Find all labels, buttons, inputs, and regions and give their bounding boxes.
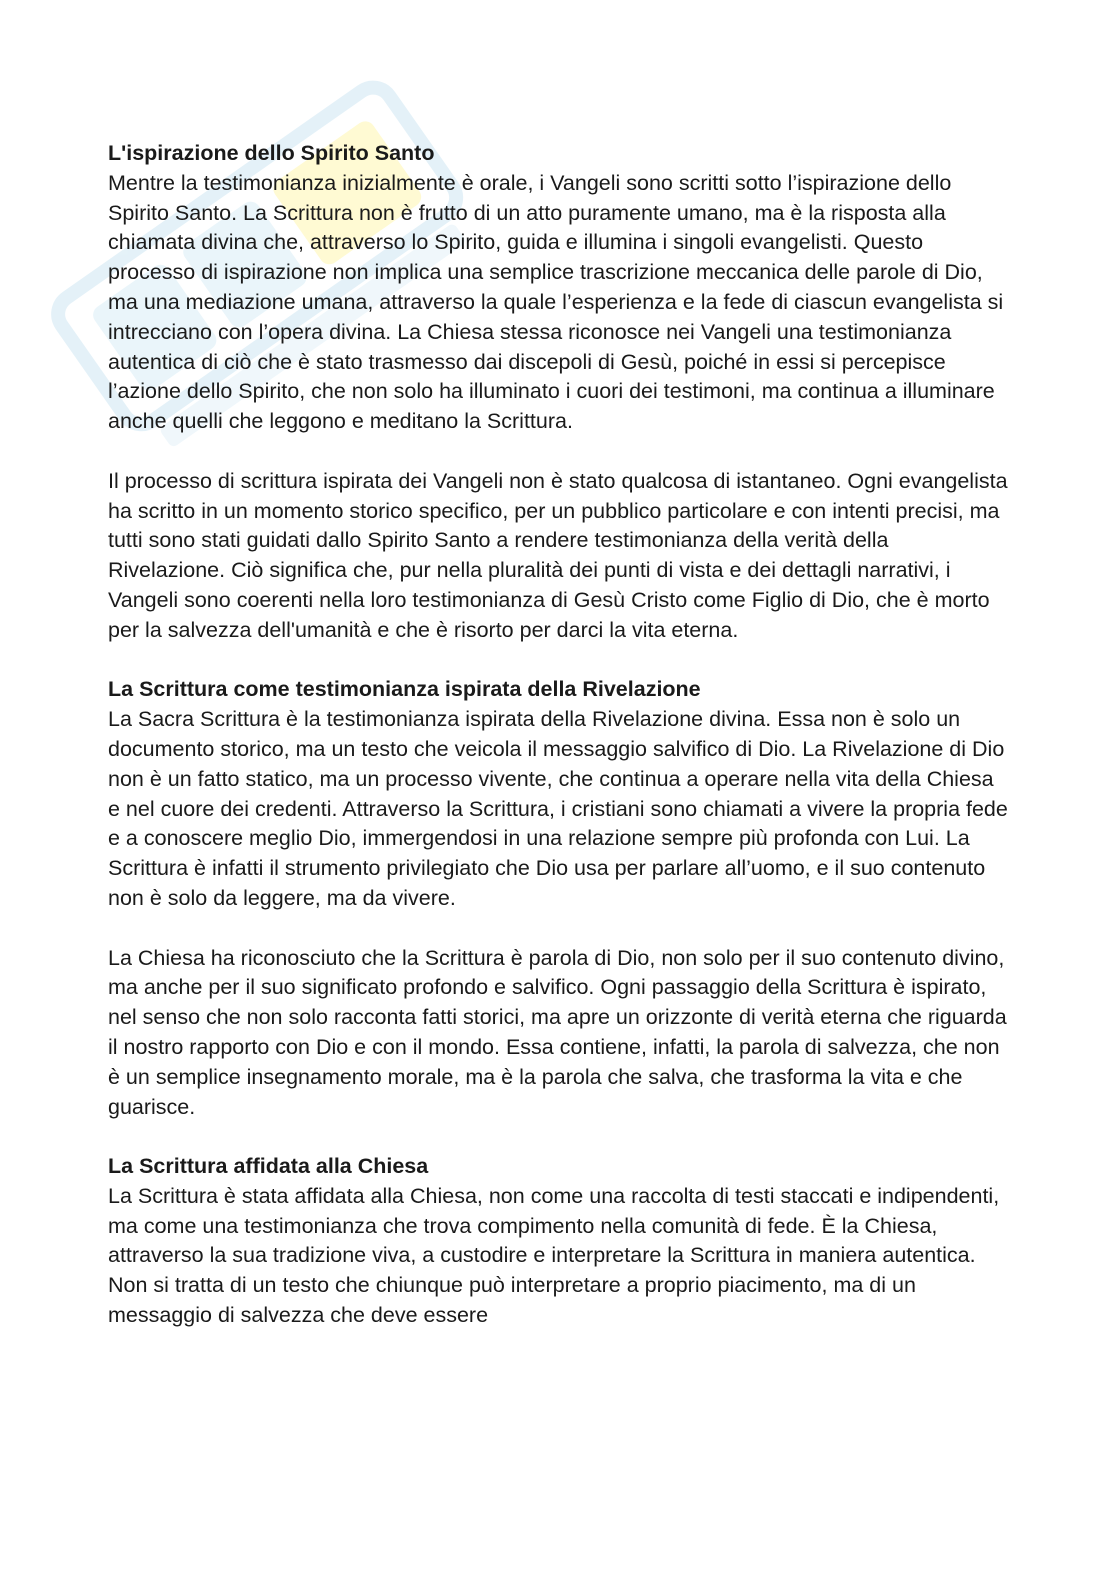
section-ispirazione — [108, 139, 1008, 646]
paragraph: La Scrittura è stata affidata alla Chiesa, non come una raccolta di testi staccati e indipendenti, ma come una testimonianza che trova compimento nella comunità di fede. È la Chiesa, attraverso la sua tradizione viva, a custodire e interpretare la Scrittura in maniera autentica. Non si tratta di un testo che chiunque può interpretare a proprio piacimento, ma di un messaggio di salvezza che deve essere — [108, 1183, 1000, 1328]
paragraph: La Chiesa ha riconosciuto che la Scrittura è parola di Dio, non solo per il suo contenuto divino, ma anche per il suo significato profondo e salvifico. Ogni passaggio della Scrittura è ispirato, nel senso che non solo racconta fatti storici, ma apre un orizzonte di verità eterna che riguarda il nostro rapporto con Dio e con il mondo. Essa contiene, infatti, la parola di salvezza, che non è un semplice insegnamento morale, ma è la parola che salva, che trasforma la vita e che guarisce. — [108, 945, 1007, 1119]
section-heading: La Scrittura affidata alla Chiesa — [108, 1154, 429, 1179]
section-heading: La Scrittura come testimonianza ispirata della Rivelazione — [108, 677, 701, 702]
section-scrittura-affidata — [108, 1152, 1008, 1331]
paragraph: Il processo di scrittura ispirata dei Vangeli non è stato qualcosa di istantaneo. Ogni evangelista ha scritto in un momento storico specifico, per un pubblico particolare e con intenti precisi, ma tutti sono stati guidati dallo Spirito Santo a rendere testimonianza della verità della Rivelazione. Ciò significa che, pur nella pluralità dei punti di vista e dei dettagli narrativi, i Vangeli sono coerenti nella loro testimonianza di Gesù Cristo come Figlio di Dio, che è morto per la salvezza dell'umanità e che è risorto per darci la vita eterna. — [108, 468, 1008, 642]
document-page — [108, 139, 1008, 1331]
section-testimonianza-ispirata — [108, 675, 1008, 1122]
paragraph: Mentre la testimonianza inizialmente è orale, i Vangeli sono scritti sotto l’ispirazione dello Spirito Santo. La Scrittura non è frutto di un atto puramente umano, ma è la risposta alla chiamata divina che, attraverso lo Spirito, guida e illumina i singoli evangelisti. Questo processo di ispirazione non implica una semplice trascrizione meccanica delle parole di Dio, ma una mediazione umana, attraverso la quale l’esperienza e la fede di ciascun evangelista si intrecciano con l’opera divina. La Chiesa stessa riconosce nei Vangeli una testimonianza autentica di ciò che è stato trasmesso dai discepoli di Gesù, poiché in essi si percepisce l’azione dello Spirito, che non solo ha illuminato i cuori dei testimoni, ma continua a illuminare anche quelli che leggono e meditano la Scrittura. — [108, 170, 1004, 434]
section-heading: L'ispirazione dello Spirito Santo — [108, 141, 435, 165]
paragraph: La Sacra Scrittura è la testimonianza ispirata della Rivelazione divina. Essa non è solo un documento storico, ma un testo che veicola il messaggio salvifico di Dio. La Rivelazione di Dio non è un fatto statico, ma un processo vivente, che continua a operare nella vita della Chiesa e nel cuore dei credenti. Attraverso la Scrittura, i cristiani sono chiamati a vivere la propria fede e a conoscere meglio Dio, immergendosi in una relazione sempre più profonda con Lui. La Scrittura è infatti il strumento privilegiato che Dio usa per parlare all’uomo, e il suo contenuto non è solo da leggere, ma da vivere. — [108, 707, 1008, 910]
